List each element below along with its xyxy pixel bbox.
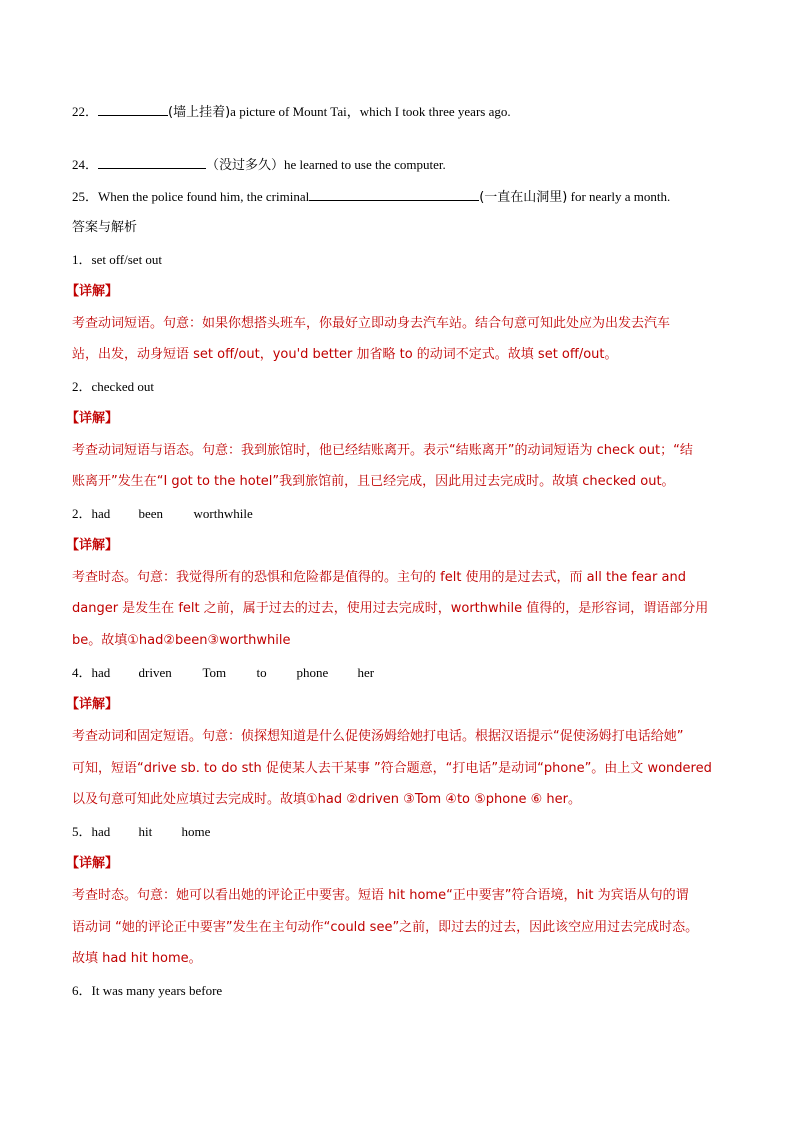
answer-blank <box>309 187 479 201</box>
answer-3: 2．had been worthwhile <box>72 506 253 521</box>
question-22: 22． (墙上挂着)a picture of Mount Tai，which I took three years ago. <box>72 104 511 120</box>
explanation-2-line-2: 账离开”发生在“I got to the hotel”我到旅馆前，且已经完成，因此用过去完成时。故填 checked out。 <box>72 474 675 489</box>
question-25: 25．When the police found him, the criminal (一直在山洞里) for nearly a month. <box>72 189 671 205</box>
explanation-5-line-2: 语动词 “她的评论正中要害”发生在主句动作“could see”之前，即过去的过去，因此该空应用过去完成时态。 <box>72 920 699 935</box>
explanation-3-line-2: danger 是发生在 felt 之前，属于过去的过去，使用过去完成时，worthwhile 值得的，是形容词，谓语部分用 <box>72 601 709 616</box>
question-24: 24． （没过多久）he learned to use the computer. <box>72 157 446 173</box>
explanation-1-line-2: 站，出发，动身短语 set off/out，you'd better 加省略 to 的动词不定式。故填 set off/out。 <box>72 347 618 362</box>
explanation-4-line-2: 可知，短语“drive sb. to do sth 促使某人去干某事 ”符合题意，“打电话”是动词“phone”。由上文 wondered <box>72 761 712 776</box>
explanation-1-line-1: 考查动词短语。句意：如果你想搭头班车，你最好立即动身去汽车站。结合句意可知此处应为出发去汽车 <box>72 316 671 331</box>
answer-blank <box>98 102 168 116</box>
answer-6: 6．It was many years before <box>72 983 223 998</box>
explanation-4-line-3: 以及句意可知此处应填过去完成时。故填①had ②driven ③Tom ④to ⑤phone ⑥ her。 <box>72 792 581 807</box>
explanation-2-line-1: 考查动词短语与语态。句意：我到旅馆时，他已经结账离开。表示“结账离开”的动词短语为 check out；“结 <box>72 443 693 458</box>
detail-tag: 【详解】 <box>66 284 119 299</box>
explanation-5-line-1: 考查时态。句意：她可以看出她的评论正中要害。短语 hit home“正中要害”符合语境，hit 为宾语从句的谓 <box>72 888 689 903</box>
answers-title: 答案与解析 <box>72 220 138 235</box>
explanation-3-line-1: 考查时态。句意：我觉得所有的恐惧和危险都是值得的。主句的 felt 使用的是过去式，而 all the fear and <box>72 570 686 585</box>
explanation-3-line-3: be。故填①had②been③worthwhile <box>72 633 291 648</box>
answer-blank <box>98 155 206 169</box>
answer-4: 4．had driven Tom to phone her <box>72 665 375 680</box>
detail-tag: 【详解】 <box>66 538 119 553</box>
answer-1: 1．set off/set out <box>72 252 163 267</box>
detail-tag: 【详解】 <box>66 856 119 871</box>
answer-2: 2．checked out <box>72 379 154 394</box>
explanation-5-line-3: 故填 had hit home。 <box>72 951 202 966</box>
answer-5: 5．had hit home <box>72 824 211 839</box>
explanation-4-line-1: 考查动词和固定短语。句意：侦探想知道是什么促使汤姆给她打电话。根据汉语提示“促使汤姆打电话给她” <box>72 729 684 744</box>
detail-tag: 【详解】 <box>66 411 119 426</box>
detail-tag: 【详解】 <box>66 697 119 712</box>
